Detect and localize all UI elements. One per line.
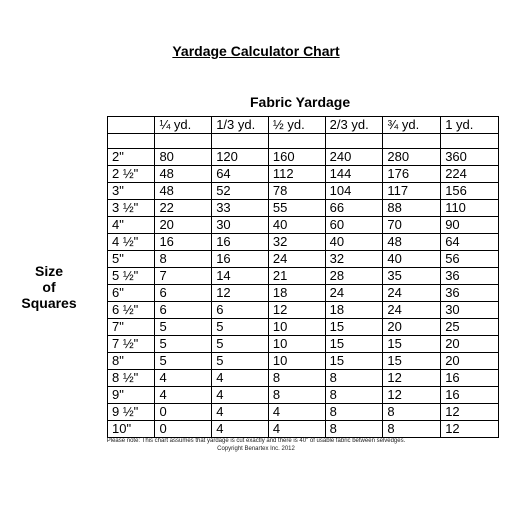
quantity-cell: 8 bbox=[325, 370, 383, 387]
quantity-cell: 88 bbox=[383, 200, 441, 217]
square-size-cell: 9" bbox=[108, 387, 155, 404]
quantity-cell: 16 bbox=[212, 251, 269, 268]
quantity-cell: 240 bbox=[325, 149, 383, 166]
quantity-cell: 35 bbox=[383, 268, 441, 285]
footnote bbox=[0, 437, 512, 453]
square-size-cell: 2 ½" bbox=[108, 166, 155, 183]
table-row bbox=[108, 404, 499, 421]
empty-cell bbox=[325, 134, 383, 149]
empty-cell bbox=[268, 134, 325, 149]
quantity-cell: 22 bbox=[155, 200, 212, 217]
quantity-cell: 70 bbox=[383, 217, 441, 234]
quantity-cell: 52 bbox=[212, 183, 269, 200]
quantity-cell: 16 bbox=[155, 234, 212, 251]
quantity-cell: 24 bbox=[383, 302, 441, 319]
quantity-cell: 40 bbox=[383, 251, 441, 268]
row-heading-line: of bbox=[42, 279, 56, 295]
quantity-cell: 8 bbox=[325, 404, 383, 421]
square-size-cell: 10" bbox=[108, 421, 155, 438]
table-row bbox=[108, 353, 499, 370]
empty-cell bbox=[212, 134, 269, 149]
quantity-cell: 48 bbox=[155, 183, 212, 200]
quantity-cell: 8 bbox=[325, 421, 383, 438]
quantity-cell: 14 bbox=[212, 268, 269, 285]
quantity-cell: 18 bbox=[268, 285, 325, 302]
quantity-cell: 10 bbox=[268, 353, 325, 370]
quantity-cell: 56 bbox=[441, 251, 499, 268]
quantity-cell: 6 bbox=[155, 302, 212, 319]
square-size-cell: 3" bbox=[108, 183, 155, 200]
quantity-cell: 110 bbox=[441, 200, 499, 217]
quantity-cell: 40 bbox=[325, 234, 383, 251]
quantity-cell: 33 bbox=[212, 200, 269, 217]
square-size-cell: 4 ½" bbox=[108, 234, 155, 251]
quantity-cell: 16 bbox=[212, 234, 269, 251]
square-size-cell: 7 ½" bbox=[108, 336, 155, 353]
quantity-cell: 4 bbox=[268, 421, 325, 438]
table-header-row bbox=[108, 117, 499, 134]
row-heading-line: Squares bbox=[21, 295, 77, 311]
quantity-cell: 6 bbox=[212, 302, 269, 319]
quantity-cell: 24 bbox=[325, 285, 383, 302]
quantity-cell: 8 bbox=[325, 387, 383, 404]
quantity-cell: 224 bbox=[441, 166, 499, 183]
quantity-cell: 18 bbox=[325, 302, 383, 319]
quantity-cell: 12 bbox=[441, 421, 499, 438]
quantity-cell: 20 bbox=[441, 336, 499, 353]
table-row bbox=[108, 387, 499, 404]
table-row bbox=[108, 200, 499, 217]
spacer-row bbox=[108, 134, 499, 149]
quantity-cell: 4 bbox=[268, 404, 325, 421]
quantity-cell: 8 bbox=[383, 421, 441, 438]
table-row bbox=[108, 234, 499, 251]
square-size-cell: 5 ½" bbox=[108, 268, 155, 285]
table-row bbox=[108, 336, 499, 353]
quantity-cell: 30 bbox=[441, 302, 499, 319]
quantity-cell: 4 bbox=[212, 370, 269, 387]
quantity-cell: 8 bbox=[268, 387, 325, 404]
corner-cell bbox=[108, 117, 155, 134]
quantity-cell: 5 bbox=[155, 336, 212, 353]
table-row bbox=[108, 149, 499, 166]
square-size-cell: 5" bbox=[108, 251, 155, 268]
quantity-cell: 15 bbox=[325, 319, 383, 336]
quantity-cell: 7 bbox=[155, 268, 212, 285]
quantity-cell: 5 bbox=[155, 319, 212, 336]
quantity-cell: 60 bbox=[325, 217, 383, 234]
quantity-cell: 20 bbox=[155, 217, 212, 234]
quantity-cell: 4 bbox=[212, 404, 269, 421]
quantity-cell: 8 bbox=[383, 404, 441, 421]
quantity-cell: 156 bbox=[441, 183, 499, 200]
square-size-cell: 2" bbox=[108, 149, 155, 166]
square-size-cell: 7" bbox=[108, 319, 155, 336]
quantity-cell: 64 bbox=[212, 166, 269, 183]
column-header: ¾ yd. bbox=[383, 117, 441, 134]
quantity-cell: 120 bbox=[212, 149, 269, 166]
fabric-yardage-heading: Fabric Yardage bbox=[250, 94, 351, 110]
quantity-cell: 5 bbox=[212, 319, 269, 336]
quantity-cell: 90 bbox=[441, 217, 499, 234]
quantity-cell: 15 bbox=[383, 353, 441, 370]
quantity-cell: 15 bbox=[383, 336, 441, 353]
quantity-cell: 280 bbox=[383, 149, 441, 166]
quantity-cell: 6 bbox=[155, 285, 212, 302]
table-row bbox=[108, 268, 499, 285]
square-size-cell: 9 ½" bbox=[108, 404, 155, 421]
table-row bbox=[108, 302, 499, 319]
table-row bbox=[108, 183, 499, 200]
yardage-table bbox=[107, 116, 499, 438]
column-header: 1/3 yd. bbox=[212, 117, 269, 134]
row-heading-line: Size bbox=[34, 263, 63, 279]
quantity-cell: 16 bbox=[441, 387, 499, 404]
quantity-cell: 48 bbox=[383, 234, 441, 251]
footnote-note: Please note: This chart assumes that yardage is cut exactly and there is 40" of usable fabric between selvedges. bbox=[106, 438, 406, 444]
quantity-cell: 24 bbox=[268, 251, 325, 268]
table-row bbox=[108, 217, 499, 234]
table-row bbox=[108, 421, 499, 438]
column-header: ½ yd. bbox=[268, 117, 325, 134]
quantity-cell: 21 bbox=[268, 268, 325, 285]
quantity-cell: 12 bbox=[441, 404, 499, 421]
quantity-cell: 117 bbox=[383, 183, 441, 200]
quantity-cell: 12 bbox=[212, 285, 269, 302]
quantity-cell: 8 bbox=[155, 251, 212, 268]
quantity-cell: 10 bbox=[268, 319, 325, 336]
table-row bbox=[108, 285, 499, 302]
quantity-cell: 12 bbox=[268, 302, 325, 319]
quantity-cell: 176 bbox=[383, 166, 441, 183]
quantity-cell: 5 bbox=[212, 336, 269, 353]
quantity-cell: 104 bbox=[325, 183, 383, 200]
quantity-cell: 4 bbox=[212, 421, 269, 438]
quantity-cell: 32 bbox=[325, 251, 383, 268]
empty-cell bbox=[383, 134, 441, 149]
column-header: 2/3 yd. bbox=[325, 117, 383, 134]
quantity-cell: 55 bbox=[268, 200, 325, 217]
quantity-cell: 78 bbox=[268, 183, 325, 200]
empty-cell bbox=[108, 134, 155, 149]
column-header: ¼ yd. bbox=[155, 117, 212, 134]
quantity-cell: 80 bbox=[155, 149, 212, 166]
square-size-cell: 6" bbox=[108, 285, 155, 302]
square-size-cell: 4" bbox=[108, 217, 155, 234]
quantity-cell: 144 bbox=[325, 166, 383, 183]
quantity-cell: 12 bbox=[383, 387, 441, 404]
quantity-cell: 25 bbox=[441, 319, 499, 336]
empty-cell bbox=[441, 134, 499, 149]
quantity-cell: 10 bbox=[268, 336, 325, 353]
quantity-cell: 28 bbox=[325, 268, 383, 285]
quantity-cell: 20 bbox=[441, 353, 499, 370]
quantity-cell: 8 bbox=[268, 370, 325, 387]
quantity-cell: 160 bbox=[268, 149, 325, 166]
table-row bbox=[108, 166, 499, 183]
quantity-cell: 4 bbox=[155, 370, 212, 387]
quantity-cell: 64 bbox=[441, 234, 499, 251]
square-size-cell: 8" bbox=[108, 353, 155, 370]
quantity-cell: 30 bbox=[212, 217, 269, 234]
quantity-cell: 12 bbox=[383, 370, 441, 387]
page-title: Yardage Calculator Chart bbox=[172, 43, 340, 59]
quantity-cell: 15 bbox=[325, 336, 383, 353]
square-size-cell: 3 ½" bbox=[108, 200, 155, 217]
quantity-cell: 48 bbox=[155, 166, 212, 183]
empty-cell bbox=[155, 134, 212, 149]
quantity-cell: 15 bbox=[325, 353, 383, 370]
footnote-copyright: Copyright Benartex Inc. 2012 bbox=[217, 446, 295, 452]
quantity-cell: 5 bbox=[155, 353, 212, 370]
quantity-cell: 4 bbox=[212, 387, 269, 404]
quantity-cell: 5 bbox=[212, 353, 269, 370]
table-row bbox=[108, 319, 499, 336]
column-header: 1 yd. bbox=[441, 117, 499, 134]
square-size-cell: 6 ½" bbox=[108, 302, 155, 319]
quantity-cell: 360 bbox=[441, 149, 499, 166]
quantity-cell: 36 bbox=[441, 285, 499, 302]
size-of-squares-heading bbox=[17, 263, 81, 311]
quantity-cell: 24 bbox=[383, 285, 441, 302]
table-row bbox=[108, 251, 499, 268]
quantity-cell: 66 bbox=[325, 200, 383, 217]
table-row bbox=[108, 370, 499, 387]
quantity-cell: 36 bbox=[441, 268, 499, 285]
quantity-cell: 0 bbox=[155, 421, 212, 438]
quantity-cell: 32 bbox=[268, 234, 325, 251]
quantity-cell: 20 bbox=[383, 319, 441, 336]
quantity-cell: 16 bbox=[441, 370, 499, 387]
quantity-cell: 40 bbox=[268, 217, 325, 234]
quantity-cell: 4 bbox=[155, 387, 212, 404]
quantity-cell: 112 bbox=[268, 166, 325, 183]
quantity-cell: 0 bbox=[155, 404, 212, 421]
square-size-cell: 8 ½" bbox=[108, 370, 155, 387]
